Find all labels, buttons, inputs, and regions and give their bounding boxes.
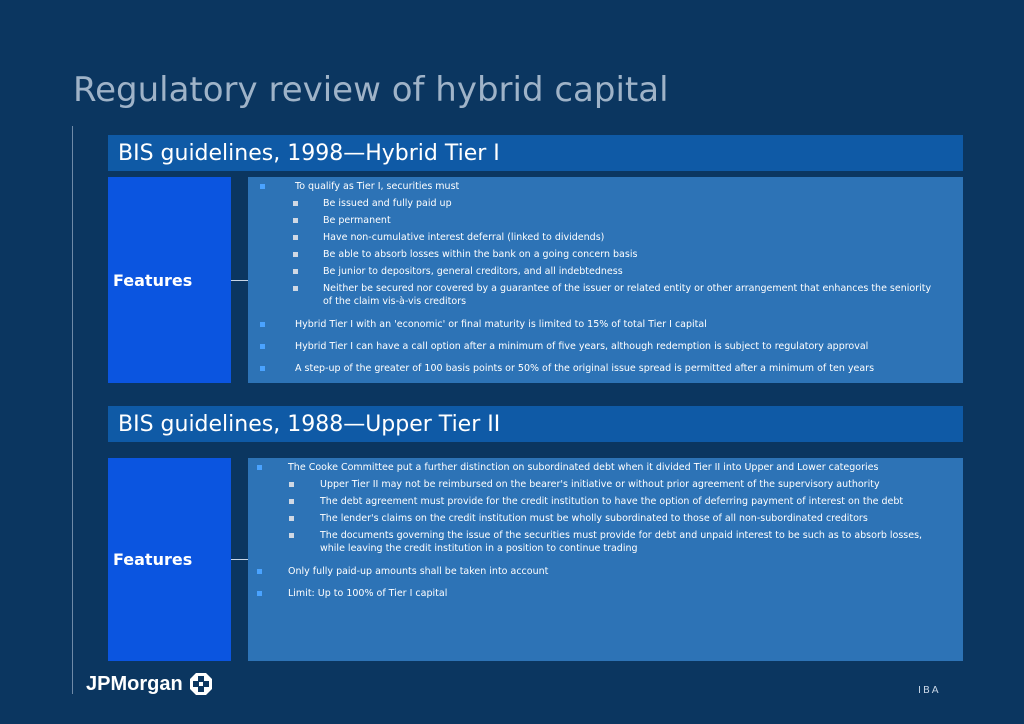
list-item: The lender's claims on the credit institution must be wholly subordinated to those of all non-subordinated creditors	[320, 513, 868, 524]
bullet-icon	[260, 184, 265, 189]
bullet-icon	[257, 569, 262, 574]
list-item: Be permanent	[323, 215, 391, 226]
bullet-icon	[257, 465, 262, 470]
section2-connector	[231, 559, 248, 560]
list-item: Be able to absorb losses within the bank on a going concern basis	[323, 249, 638, 260]
sub-bullet-icon	[293, 201, 298, 206]
list-item: The debt agreement must provide for the credit institution to have the option of deferring payment of interest on the debt	[320, 496, 904, 507]
sub-bullet-icon	[289, 533, 294, 538]
list-item: Neither be secured nor covered by a guarantee of the issuer or related entity or other arrangement that enhances the seniority	[323, 283, 932, 294]
list-item: The documents governing the issue of the securities must provide for debt and unpaid interest to be such as to absorb losses,	[320, 530, 923, 541]
section2-content-box	[248, 458, 963, 661]
list-item: Hybrid Tier I with an 'economic' or final maturity is limited to 15% of total Tier I capital	[295, 319, 707, 330]
list-item: Upper Tier II may not be reimbursed on the bearer's initiative or without prior agreement of the supervisory authority	[320, 479, 880, 490]
list-item: Hybrid Tier I can have a call option after a minimum of five years, although redemption is subject to regulatory approval	[295, 341, 869, 352]
bullet-icon	[257, 591, 262, 596]
bullet-icon	[260, 344, 265, 349]
logo-wordmark: JPMorgan	[86, 672, 183, 695]
sub-bullet-icon	[293, 269, 298, 274]
section1-features-label: Features	[108, 177, 231, 383]
list-item: Only fully paid-up amounts shall be taken into account	[288, 566, 549, 577]
bullet-icon	[260, 322, 265, 327]
sub-bullet-icon	[293, 235, 298, 240]
sub-bullet-icon	[289, 516, 294, 521]
list-item: A step-up of the greater of 100 basis points or 50% of the original issue spread is permitted after a minimum of ten years	[295, 363, 875, 374]
jpmorgan-octagon-icon	[189, 672, 213, 696]
bullet-icon	[260, 366, 265, 371]
sub-bullet-icon	[293, 252, 298, 257]
sub-bullet-icon	[293, 218, 298, 223]
list-item: Be junior to depositors, general creditors, and all indebtedness	[323, 266, 623, 277]
list-item: To qualify as Tier I, securities must	[295, 181, 460, 192]
jpmorgan-logo	[86, 672, 213, 696]
page-title: Regulatory review of hybrid capital	[73, 70, 669, 110]
list-item: Limit: Up to 100% of Tier I capital	[288, 588, 448, 599]
list-item: Have non-cumulative interest deferral (linked to dividends)	[323, 232, 605, 243]
footer-label: IBA	[918, 685, 941, 696]
section2-features-label: Features	[108, 458, 231, 661]
list-item: Be issued and fully paid up	[323, 198, 452, 209]
list-item: The Cooke Committee put a further distinction on subordinated debt when it divided Tier II into Upper and Lower categories	[288, 462, 879, 473]
left-divider-line	[72, 126, 73, 694]
section1-content-box	[248, 177, 963, 383]
sub-bullet-icon	[293, 286, 298, 291]
sub-bullet-icon	[289, 499, 294, 504]
sub-bullet-icon	[289, 482, 294, 487]
section1-connector	[231, 280, 248, 281]
section1-header: BIS guidelines, 1998—Hybrid Tier I	[108, 135, 963, 171]
list-item-continuation: of the claim vis-à-vis creditors	[323, 296, 467, 307]
list-item-continuation: while leaving the credit institution in a position to continue trading	[320, 543, 638, 554]
section2-header: BIS guidelines, 1988—Upper Tier II	[108, 406, 963, 442]
